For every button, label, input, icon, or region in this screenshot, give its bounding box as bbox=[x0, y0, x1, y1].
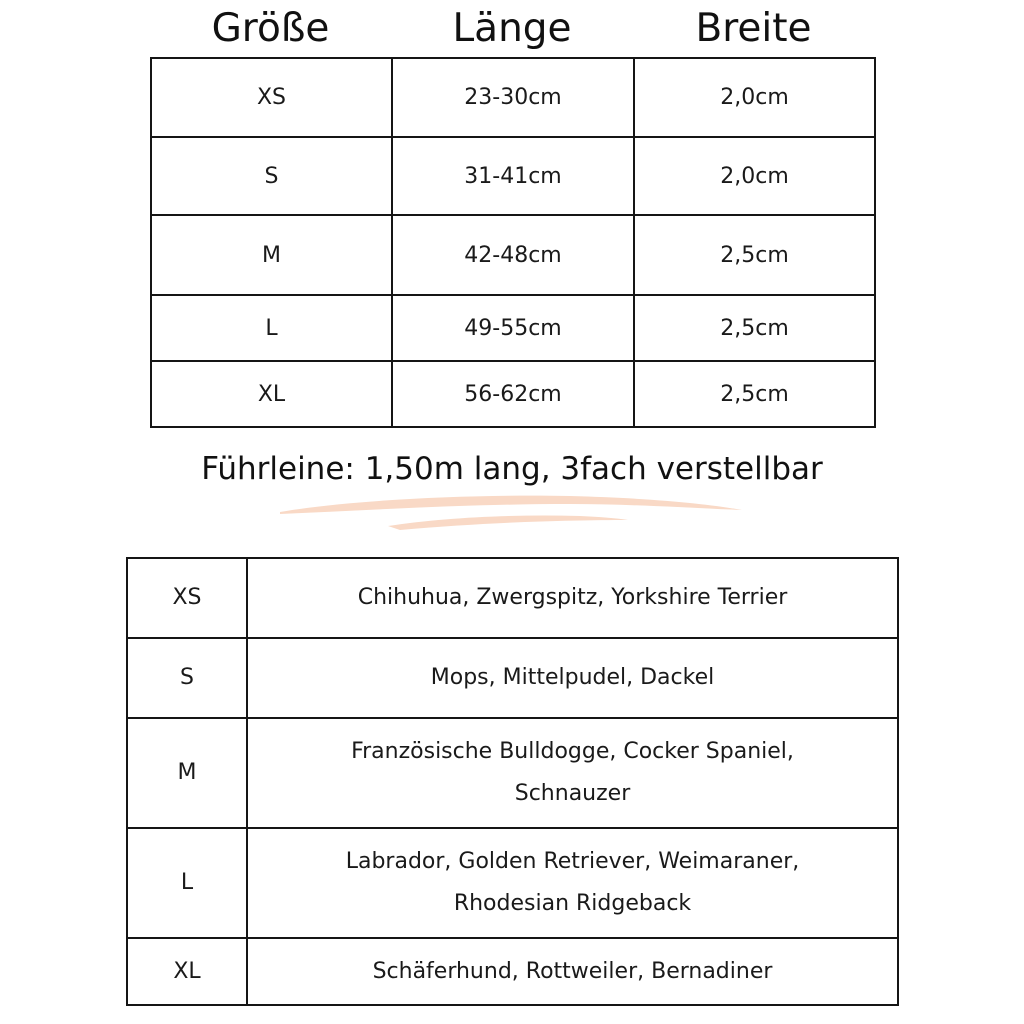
width-cell: 2,5cm bbox=[634, 295, 875, 361]
leash-note: Führleine: 1,50m lang, 3fach verstellbar bbox=[201, 451, 823, 487]
breeds-line: Schnauzer bbox=[514, 781, 631, 806]
brush-stroke-decoration bbox=[270, 490, 750, 534]
size-cell: L bbox=[151, 295, 392, 361]
breeds-cell bbox=[247, 938, 898, 1005]
size-cell: L bbox=[127, 828, 247, 938]
table-row bbox=[127, 828, 898, 938]
size-table bbox=[150, 57, 876, 428]
length-cell: 23-30cm bbox=[392, 58, 634, 137]
header-width: Breite bbox=[695, 6, 812, 51]
brush-stroke-upper bbox=[280, 496, 742, 514]
breeds-cell bbox=[247, 558, 898, 638]
table-row bbox=[151, 58, 875, 137]
table-row bbox=[127, 938, 898, 1005]
breeds-line: Rhodesian Ridgeback bbox=[453, 891, 692, 916]
width-cell: 2,5cm bbox=[634, 361, 875, 427]
breed-table bbox=[126, 557, 899, 1006]
size-cell: S bbox=[127, 638, 247, 718]
table-row bbox=[151, 361, 875, 427]
header-length: Länge bbox=[452, 6, 572, 51]
breeds-line: Chihuhua, Zwergspitz, Yorkshire Terrier bbox=[357, 585, 788, 610]
breeds-line: Schäferhund, Rottweiler, Bernadiner bbox=[372, 958, 773, 984]
length-cell: 49-55cm bbox=[392, 295, 634, 361]
table-row bbox=[151, 137, 875, 215]
width-cell: 2,5cm bbox=[634, 215, 875, 295]
size-cell: S bbox=[151, 137, 392, 215]
size-cell: XL bbox=[127, 938, 247, 1005]
table-row bbox=[127, 558, 898, 638]
breeds-line: Französische Bulldogge, Cocker Spaniel, bbox=[351, 739, 794, 764]
size-cell: XS bbox=[127, 558, 247, 638]
size-cell: XL bbox=[151, 361, 392, 427]
header-size: Größe bbox=[211, 6, 330, 51]
table-row bbox=[127, 718, 898, 828]
size-cell: XS bbox=[151, 58, 392, 137]
brush-stroke-lower bbox=[388, 515, 628, 530]
width-cell: 2,0cm bbox=[634, 137, 875, 215]
width-cell: 2,0cm bbox=[634, 58, 875, 137]
length-cell: 31-41cm bbox=[392, 137, 634, 215]
table-row bbox=[151, 215, 875, 295]
length-cell: 42-48cm bbox=[392, 215, 634, 295]
length-cell: 56-62cm bbox=[392, 361, 634, 427]
size-cell: M bbox=[151, 215, 392, 295]
breeds-line: Labrador, Golden Retriever, Weimaraner, bbox=[345, 849, 800, 874]
table-row bbox=[127, 638, 898, 718]
breeds-cell bbox=[247, 828, 898, 938]
breeds-line: Mops, Mittelpudel, Dackel bbox=[430, 665, 715, 690]
table-row bbox=[151, 295, 875, 361]
breeds-cell bbox=[247, 718, 898, 828]
breeds-cell bbox=[247, 638, 898, 718]
size-cell: M bbox=[127, 718, 247, 828]
